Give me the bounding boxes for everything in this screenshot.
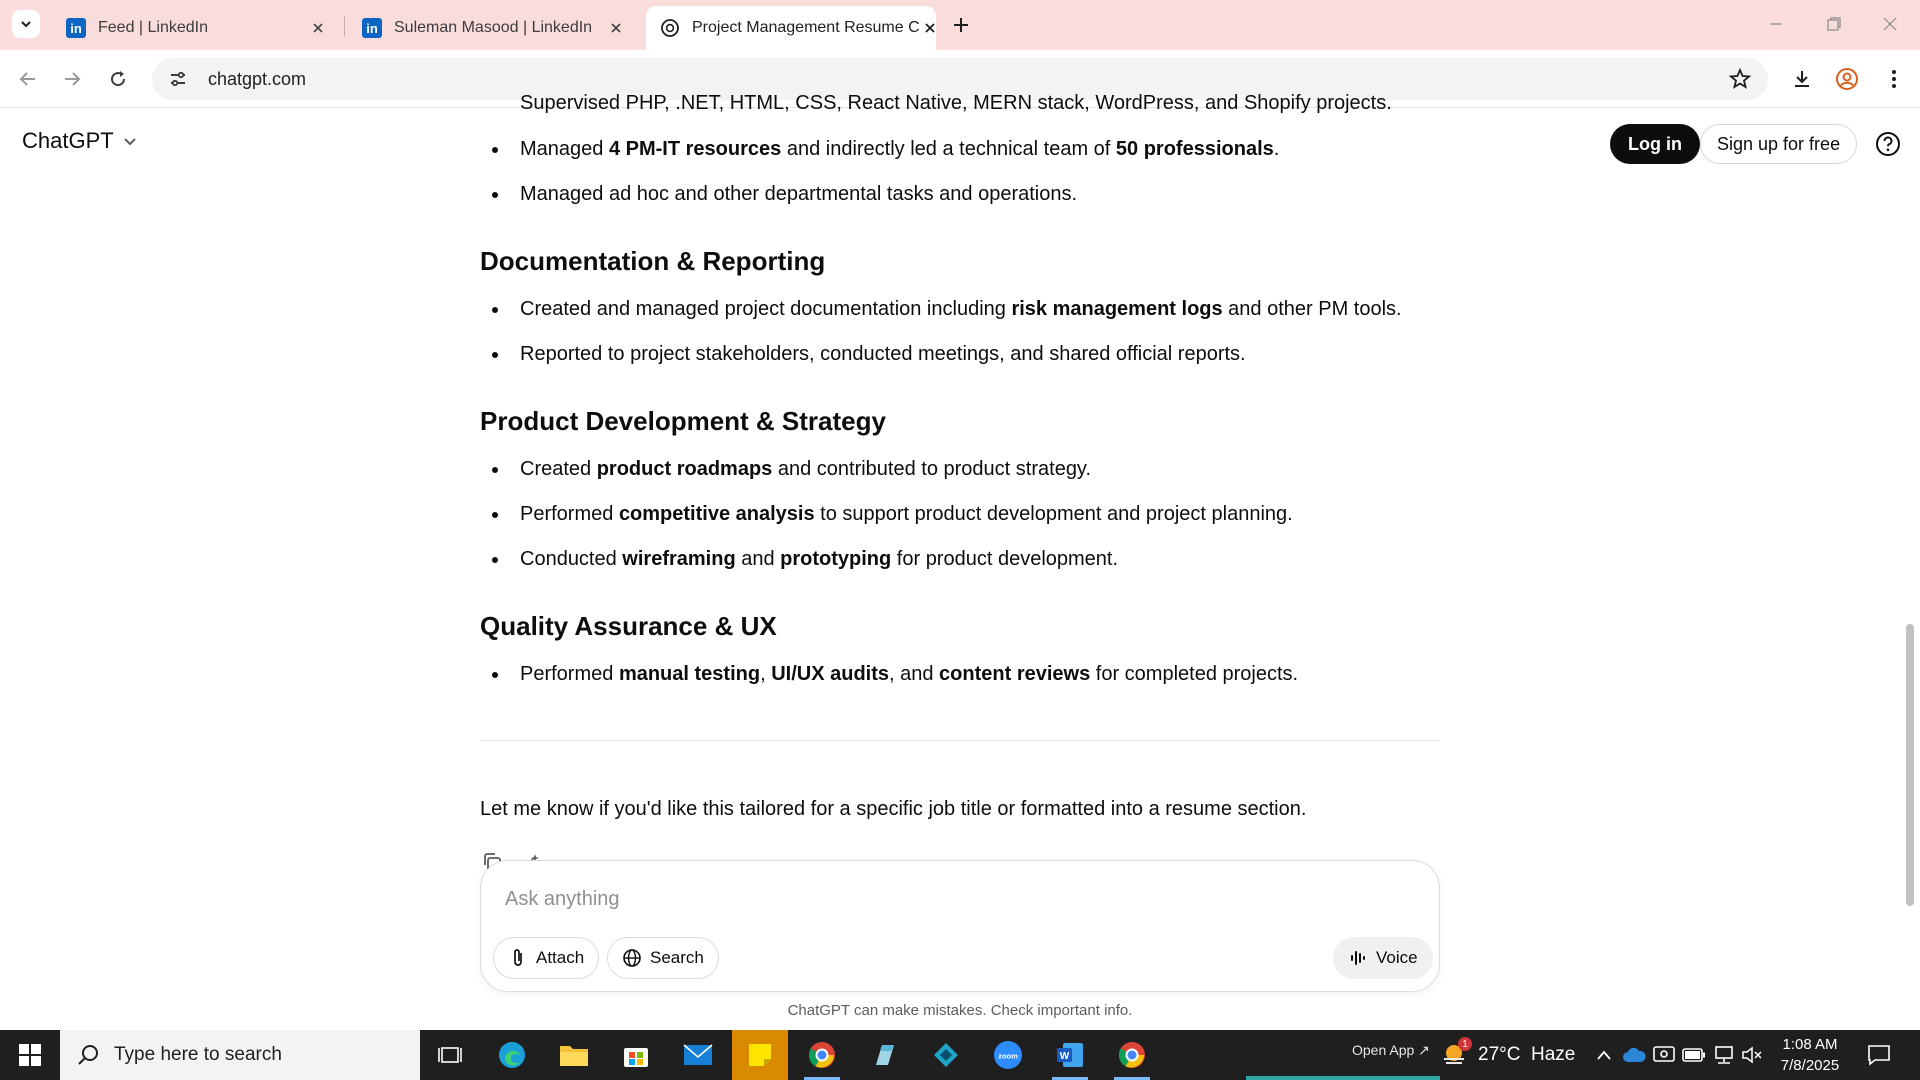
task-view-button[interactable] (422, 1030, 478, 1080)
list-item (520, 456, 1091, 482)
voice-label: Voice (1376, 948, 1418, 967)
new-tab-button[interactable] (948, 12, 974, 38)
tab-chatgpt-active[interactable] (646, 6, 936, 50)
tab-search-dropdown[interactable] (12, 10, 40, 38)
taskbar-search-box[interactable] (60, 1030, 420, 1080)
windows-taskbar (0, 1030, 1920, 1080)
composer (480, 860, 1440, 992)
mail-icon (683, 1044, 713, 1066)
taskbar-mail[interactable] (670, 1030, 726, 1080)
chevron-up-icon (1596, 1049, 1612, 1061)
signup-button[interactable]: Sign up for free (1700, 124, 1857, 164)
tray-onedrive[interactable] (1622, 1043, 1646, 1067)
text: , (760, 663, 772, 685)
bold-text: 4 PM-IT resources (608, 138, 782, 160)
minimize-button[interactable] (1756, 10, 1796, 38)
external-link-icon: ↗ (1418, 1042, 1430, 1058)
text: for completed projects. (1090, 663, 1299, 685)
taskbar-store[interactable] (608, 1030, 664, 1080)
restore-button[interactable] (1814, 10, 1854, 38)
list-item (520, 501, 1293, 527)
start-button[interactable] (0, 1030, 60, 1080)
bold-text: manual testing (618, 663, 761, 685)
downloads-button[interactable] (1788, 65, 1816, 93)
text: Managed (520, 138, 609, 160)
network-icon (1713, 1045, 1735, 1065)
tray-network[interactable] (1712, 1043, 1736, 1067)
chrome-icon (807, 1040, 837, 1070)
brand-title: ChatGPT (22, 128, 114, 153)
bold-text: 50 professionals (1115, 138, 1274, 160)
profile-button[interactable] (1833, 65, 1861, 93)
diamond-app-icon (932, 1041, 960, 1069)
weather-haze-icon (1440, 1038, 1468, 1069)
bold-text: content reviews (939, 663, 1091, 685)
profile-avatar-icon (1835, 67, 1859, 91)
text: and other PM tools. (1222, 298, 1402, 320)
attach-label: Attach (536, 948, 585, 967)
text: Managed ad hoc and other departmental tasks and operations. (520, 183, 1078, 205)
help-button[interactable] (1874, 130, 1902, 158)
task-view-icon (439, 1045, 461, 1065)
search-button[interactable] (607, 937, 719, 979)
text: for product development. (891, 548, 1119, 570)
attach-button[interactable] (493, 937, 599, 979)
tray-meet[interactable] (1652, 1043, 1676, 1067)
tab-feed-linkedin[interactable] (52, 6, 340, 50)
folder-icon (559, 1042, 589, 1068)
url-text: chatgpt.com (208, 68, 307, 89)
paperclip-icon (508, 948, 528, 968)
close-icon (1882, 16, 1898, 32)
login-button[interactable]: Log in (1610, 124, 1700, 164)
globe-icon (622, 948, 642, 968)
monitor-sync-icon (1653, 1045, 1675, 1065)
kebab-menu-icon (1891, 68, 1897, 90)
text: Conducted (520, 548, 623, 570)
minimize-icon (1768, 16, 1784, 32)
battery-icon (1682, 1048, 1706, 1062)
bold-text: wireframing (622, 548, 736, 570)
model-selector[interactable] (22, 128, 138, 154)
close-icon[interactable] (920, 18, 940, 38)
bold-text: risk management logs (1011, 298, 1223, 320)
chevron-down-icon (19, 17, 33, 31)
close-icon[interactable] (308, 18, 328, 38)
reload-icon (108, 69, 128, 89)
text: Performed (520, 663, 619, 685)
chatgpt-icon (660, 18, 680, 38)
list-item (520, 661, 1298, 687)
arrow-left-icon (18, 69, 38, 89)
close-icon[interactable] (606, 18, 626, 38)
clock-time: 1:08 AM (1782, 1036, 1838, 1053)
tab-suleman-linkedin[interactable] (348, 6, 638, 50)
text: to support product development and project planning. (814, 503, 1293, 525)
svg-text:W: W (1059, 1051, 1070, 1062)
browser-tabstrip (0, 0, 1920, 50)
text: Reported to project stakeholders, conducted meetings, and shared official reports. (520, 343, 1246, 365)
tab-title: Feed | LinkedIn (98, 19, 209, 36)
notification-center-button[interactable] (1866, 1042, 1892, 1068)
site-settings-icon[interactable] (166, 67, 190, 91)
bookmark-star-icon[interactable] (1728, 67, 1752, 91)
section-heading: Product Development & Strategy (480, 406, 886, 436)
section-heading: Documentation & Reporting (480, 246, 826, 276)
voice-waveform-icon (1348, 948, 1368, 968)
windows-logo-icon (19, 1044, 41, 1066)
app-header (0, 108, 1920, 176)
download-icon (1791, 68, 1813, 90)
closing-message: Let me know if you'd like this tailored for a specific job title or formatted into a resume section. (480, 798, 1307, 820)
browser-menu-button[interactable] (1880, 65, 1908, 93)
zoom-icon (993, 1040, 1023, 1070)
divider (480, 740, 1440, 741)
forward-button[interactable] (57, 64, 87, 94)
linkedin-icon: in (66, 18, 86, 38)
text: and contributed to product strategy. (772, 458, 1092, 480)
list-item (520, 296, 1402, 322)
taskbar-sticky-notes[interactable] (732, 1030, 788, 1080)
clock-date: 7/8/2025 (1780, 1057, 1840, 1074)
sticky-notes-icon (747, 1042, 773, 1068)
taskbar-app-pen[interactable] (856, 1030, 912, 1080)
text: Created (520, 458, 597, 480)
chevron-down-icon (122, 133, 138, 149)
text: and indirectly led a technical team of (781, 138, 1116, 160)
taskbar-zoom[interactable] (980, 1030, 1036, 1080)
word-icon (1055, 1041, 1085, 1069)
text: Created and managed project documentation including (520, 298, 1012, 320)
tab-divider (344, 16, 345, 36)
bold-text: UI/UX audits (771, 663, 889, 685)
help-question-icon (1875, 131, 1901, 157)
bold-text: competitive analysis (618, 503, 815, 525)
edge-icon (497, 1040, 527, 1070)
taskbar-clock[interactable] (1760, 1034, 1860, 1076)
text: , and (889, 663, 940, 685)
taskbar-search-placeholder: Type here to search (114, 1044, 282, 1065)
disclaimer-text: ChatGPT can make mistakes. Check important info. (787, 1002, 1133, 1019)
page-scrollbar[interactable] (1906, 624, 1914, 906)
taskbar-file-explorer[interactable] (546, 1030, 602, 1080)
text: Performed (520, 503, 619, 525)
taskbar-app-diamond[interactable] (918, 1030, 974, 1080)
prompt-input[interactable] (505, 881, 1405, 917)
plus-icon (952, 16, 970, 34)
tray-overflow-button[interactable] (1592, 1043, 1616, 1067)
arrow-right-icon (62, 69, 82, 89)
list-item (520, 546, 1118, 572)
linkedin-icon: in (362, 18, 382, 38)
open-app-label: Open App (1352, 1042, 1415, 1058)
tray-battery[interactable] (1682, 1043, 1706, 1067)
restore-icon (1826, 16, 1842, 32)
taskbar-word[interactable] (1042, 1030, 1098, 1080)
back-button[interactable] (13, 64, 43, 94)
section-heading: Quality Assurance & UX (480, 611, 777, 641)
weather-accent-bar (1246, 1076, 1440, 1080)
text: . (1273, 138, 1280, 160)
chrome-icon (1117, 1040, 1147, 1070)
taskbar-edge[interactable] (484, 1030, 540, 1080)
pen-app-icon (870, 1041, 898, 1069)
taskbar-chrome-profile[interactable] (1104, 1030, 1160, 1080)
svg-text:zoom: zoom (998, 1051, 1018, 1061)
taskbar-chrome[interactable] (794, 1030, 850, 1080)
store-icon (622, 1041, 650, 1069)
notification-icon (1866, 1042, 1892, 1068)
bold-text: prototyping (780, 548, 892, 570)
search-icon (76, 1043, 100, 1067)
bold-text: product roadmaps (596, 458, 773, 480)
tab-title: Suleman Masood | LinkedIn (394, 19, 593, 36)
search-label: Search (650, 948, 704, 967)
reload-button[interactable] (103, 64, 133, 94)
open-app-link[interactable] (1352, 1042, 1430, 1059)
weather-badge: 1 (1458, 1037, 1472, 1051)
list-item (520, 181, 1077, 207)
tab-title: Project Management Resume C (692, 19, 920, 36)
close-window-button[interactable] (1870, 10, 1910, 38)
weather-text: 27°C Haze (1478, 1044, 1576, 1065)
weather-widget[interactable] (1440, 1030, 1575, 1080)
list-item (520, 341, 1246, 367)
cloud-icon (1622, 1047, 1646, 1063)
text: and (735, 548, 781, 570)
voice-button[interactable] (1333, 937, 1433, 979)
response-line-cut: Supervised PHP, .NET, HTML, CSS, React Native, MERN stack, WordPress, and Shopify projects. (520, 92, 1392, 114)
